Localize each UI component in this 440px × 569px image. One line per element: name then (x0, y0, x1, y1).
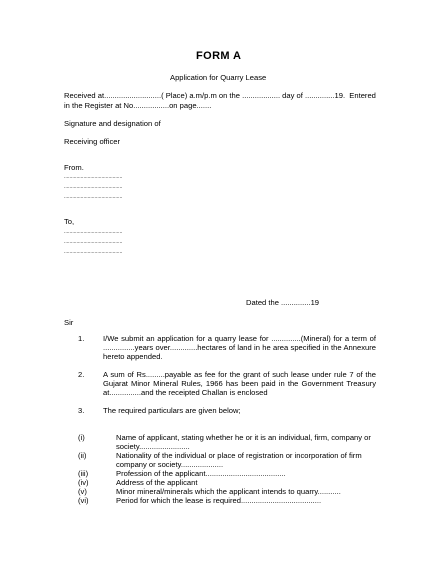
to-address-line: .......................................... (64, 229, 123, 235)
to-address-line: .......................................... (64, 239, 123, 245)
particular-number: (iv) (78, 478, 89, 487)
salutation: Sir (64, 318, 74, 327)
item-text: A sum of Rs.........payable as fee for the grant of such lease under rule 7 of the Gujarat Minor Mineral Rules, 1966 has been paid in the Government Treasury at...............and the receipted Challan is enclosed (103, 370, 376, 398)
particular-number: (iii) (78, 469, 89, 478)
particular-text: Profession of the applicant...................................... (116, 469, 286, 478)
form-title: FORM A (196, 50, 242, 62)
from-address-line: .......................................... (64, 174, 123, 180)
particular-number: (vi) (78, 496, 89, 505)
receiving-officer-label: Receiving officer (64, 137, 120, 146)
to-address-line: .......................................... (64, 249, 123, 255)
received-line-1: Received at...........................( Place) a.m/p.m on the .................. day of ..............19. Entered (64, 91, 376, 100)
from-address-line: .......................................... (64, 184, 123, 190)
item-number: 3. (78, 406, 85, 415)
from-address-line: .......................................... (64, 194, 123, 200)
from-label: From. (64, 163, 84, 172)
particular-number: (v) (78, 487, 87, 496)
signature-label: Signature and designation of (64, 119, 161, 128)
item-number: 1. (78, 334, 85, 343)
particular-text: Period for which the lease is required...................................... (116, 496, 322, 505)
form-subtitle: Application for Quarry Lease (170, 73, 267, 82)
particular-text: Nationality of the individual or place of registration or incorporation of firm company or society.................... (116, 451, 362, 470)
particular-number: (ii) (78, 451, 87, 460)
particular-text: Minor mineral/minerals which the applicant intends to quarry........... (116, 487, 341, 496)
item-text: The required particulars are given below; (103, 406, 241, 415)
particular-number: (i) (78, 433, 85, 442)
particular-text: Name of applicant, stating whether he or it is an individual, firm, company or society........................ (116, 433, 371, 452)
item-text: I/We submit an application for a quarry lease for ..............(Mineral) for a term of ...............years over.............hectares of land in he area specified in the Annexure hereto appended. (103, 334, 376, 362)
to-label: To, (64, 217, 75, 226)
received-line-2: in the Register at No.................on page....... (64, 101, 212, 110)
item-number: 2. (78, 370, 85, 379)
dated-line: Dated the ..............19 (246, 298, 320, 307)
particular-text: Address of the applicant (116, 478, 198, 487)
